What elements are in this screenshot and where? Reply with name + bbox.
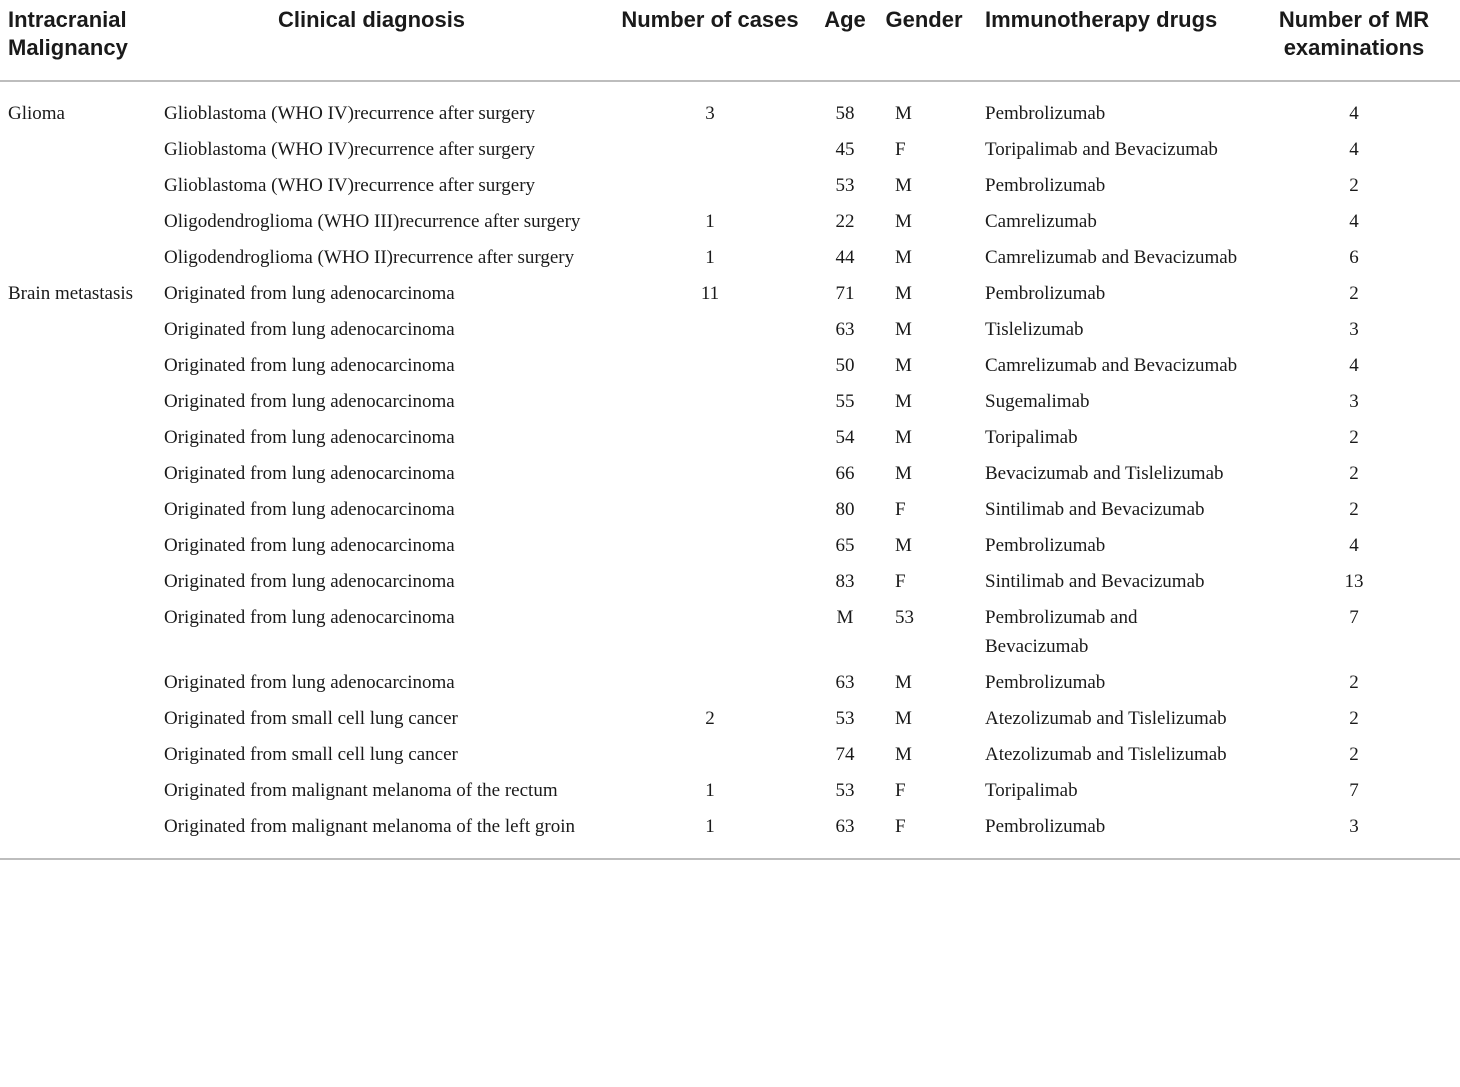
cell-gender: 53 bbox=[895, 607, 914, 628]
cell-gender: M bbox=[895, 672, 912, 693]
cell-malignancy bbox=[0, 384, 160, 420]
cell-drugs: Pembrolizumab bbox=[985, 103, 1106, 124]
cell-mr: 2 bbox=[1349, 708, 1359, 729]
cell-mr: 3 bbox=[1349, 391, 1359, 412]
header-age: Age bbox=[815, 0, 875, 81]
cell-age: 66 bbox=[835, 463, 855, 484]
cell-age: 71 bbox=[835, 283, 855, 304]
cell-drugs: Pembrolizumab bbox=[973, 809, 1248, 859]
cell-age: 44 bbox=[835, 247, 855, 268]
cell-cases: 3 bbox=[705, 103, 715, 124]
cell-cases bbox=[605, 600, 815, 665]
cell-mr: 4 bbox=[1349, 211, 1359, 232]
cell-cases: 1 bbox=[705, 247, 715, 268]
cell-malignancy bbox=[0, 528, 160, 564]
cell-gender: M bbox=[895, 211, 912, 232]
cell-diagnosis: Oligodendroglioma (WHO II)recurrence after surgery bbox=[164, 247, 575, 268]
cell-cases bbox=[605, 420, 815, 456]
cell-mr: 4 bbox=[1349, 103, 1359, 124]
cell-diagnosis: Originated from lung adenocarcinoma bbox=[164, 499, 455, 520]
cell-age: 53 bbox=[835, 708, 855, 729]
cell-cases: 11 bbox=[700, 283, 720, 304]
cell-mr: 7 bbox=[1349, 780, 1359, 801]
cell-malignancy bbox=[0, 456, 160, 492]
cell-mr: 2 bbox=[1349, 175, 1359, 196]
cell-cases bbox=[605, 312, 815, 348]
cell-gender: M bbox=[895, 708, 912, 729]
cell-drugs: Pembrolizumab bbox=[985, 535, 1106, 556]
cell-cases bbox=[605, 384, 815, 420]
header-mr: Number of MR examinations bbox=[1248, 0, 1460, 81]
cell-mr: 2 bbox=[1349, 283, 1359, 304]
table-body bbox=[0, 81, 1460, 859]
cell-diagnosis: Originated from lung adenocarcinoma bbox=[164, 355, 455, 376]
cell-age: 63 bbox=[835, 319, 855, 340]
table-row bbox=[0, 204, 1460, 240]
cell-malignancy bbox=[0, 240, 160, 276]
cell-diagnosis: Glioblastoma (WHO IV)recurrence after surgery bbox=[164, 103, 536, 124]
header-malignancy: Intracranial Malignancy bbox=[0, 0, 160, 81]
cell-age: 54 bbox=[835, 427, 855, 448]
table-row bbox=[0, 132, 1460, 168]
cell-cases bbox=[605, 665, 815, 701]
cell-gender: M bbox=[895, 175, 912, 196]
cell-drugs: Camrelizumab and Bevacizumab bbox=[985, 355, 1238, 376]
table-row bbox=[0, 384, 1460, 420]
cell-mr: 3 bbox=[1349, 319, 1359, 340]
cell-mr: 13 bbox=[1344, 571, 1364, 592]
cell-drugs: Pembrolizumab bbox=[985, 283, 1106, 304]
cell-mr: 4 bbox=[1349, 355, 1359, 376]
cell-age: M bbox=[836, 607, 854, 628]
cell-malignancy bbox=[0, 132, 160, 168]
header-gender: Gender bbox=[875, 0, 973, 81]
cell-age: 65 bbox=[835, 535, 855, 556]
cell-cases: 1 bbox=[705, 780, 715, 801]
cell-mr: 2 bbox=[1349, 427, 1359, 448]
cell-mr: 4 bbox=[1349, 535, 1359, 556]
cell-malignancy bbox=[0, 773, 160, 809]
table-row bbox=[0, 701, 1460, 737]
cell-malignancy bbox=[0, 312, 160, 348]
cell-gender: M bbox=[895, 463, 912, 484]
cell-malignancy bbox=[0, 420, 160, 456]
table-row bbox=[0, 81, 1460, 132]
cell-gender: M bbox=[895, 427, 912, 448]
table-row bbox=[0, 312, 1460, 348]
cell-drugs: Toripalimab and Bevacizumab bbox=[985, 139, 1218, 160]
cell-age: 63 bbox=[815, 809, 875, 859]
cell-diagnosis: Originated from small cell lung cancer bbox=[164, 744, 458, 765]
cell-drugs: Tislelizumab bbox=[985, 319, 1084, 340]
cell-diagnosis: Originated from malignant melanoma of the rectum bbox=[164, 780, 558, 801]
cell-diagnosis: Originated from lung adenocarcinoma bbox=[164, 283, 455, 304]
table-row bbox=[0, 665, 1460, 701]
cell-diagnosis: Originated from malignant melanoma of the left groin bbox=[160, 809, 605, 859]
cell-drugs: Pembrolizumab and Bevacizumab bbox=[985, 607, 1138, 657]
cell-drugs: Camrelizumab bbox=[985, 211, 1097, 232]
cell-mr: 2 bbox=[1349, 672, 1359, 693]
table-row bbox=[0, 600, 1460, 665]
cell-age: 50 bbox=[835, 355, 855, 376]
cell-malignancy bbox=[0, 665, 160, 701]
table-row bbox=[0, 773, 1460, 809]
cell-gender: F bbox=[895, 780, 906, 801]
cell-drugs: Sugemalimab bbox=[985, 391, 1090, 412]
cell-cases bbox=[605, 456, 815, 492]
cell-gender: M bbox=[895, 283, 912, 304]
cell-diagnosis: Originated from lung adenocarcinoma bbox=[164, 319, 455, 340]
cell-malignancy: Brain metastasis bbox=[8, 283, 134, 304]
cell-cases: 1 bbox=[705, 211, 715, 232]
cell-drugs: Pembrolizumab bbox=[985, 175, 1106, 196]
cell-malignancy bbox=[0, 809, 160, 859]
cell-diagnosis: Originated from lung adenocarcinoma bbox=[164, 607, 455, 628]
cell-diagnosis: Originated from lung adenocarcinoma bbox=[164, 427, 455, 448]
cell-drugs: Atezolizumab and Tislelizumab bbox=[985, 708, 1227, 729]
cell-gender: M bbox=[895, 103, 912, 124]
table-row bbox=[0, 809, 1460, 859]
table-row bbox=[0, 240, 1460, 276]
cell-age: 80 bbox=[835, 499, 855, 520]
cell-drugs: Pembrolizumab bbox=[985, 672, 1106, 693]
cell-age: 58 bbox=[835, 103, 855, 124]
cell-drugs: Sintilimab and Bevacizumab bbox=[985, 499, 1205, 520]
cell-mr: 3 bbox=[1248, 809, 1460, 859]
cell-diagnosis: Originated from lung adenocarcinoma bbox=[164, 391, 455, 412]
table-row bbox=[0, 564, 1460, 600]
cell-diagnosis: Originated from small cell lung cancer bbox=[164, 708, 458, 729]
header-cases: Number of cases bbox=[605, 0, 815, 81]
cell-mr: 2 bbox=[1349, 499, 1359, 520]
cell-mr: 7 bbox=[1349, 607, 1359, 628]
cell-cases bbox=[605, 168, 815, 204]
cell-drugs: Atezolizumab and Tislelizumab bbox=[985, 744, 1227, 765]
cell-cases bbox=[605, 564, 815, 600]
cell-cases bbox=[605, 492, 815, 528]
header-diagnosis: Clinical diagnosis bbox=[160, 0, 605, 81]
cell-gender: M bbox=[895, 355, 912, 376]
cell-diagnosis: Glioblastoma (WHO IV)recurrence after surgery bbox=[164, 175, 536, 196]
table-row bbox=[0, 420, 1460, 456]
cell-malignancy bbox=[0, 600, 160, 665]
table-row bbox=[0, 276, 1460, 312]
table-row bbox=[0, 168, 1460, 204]
cell-malignancy bbox=[0, 168, 160, 204]
cell-mr: 2 bbox=[1349, 463, 1359, 484]
cell-age: 63 bbox=[835, 672, 855, 693]
table-header bbox=[0, 0, 1460, 81]
cell-malignancy: Glioma bbox=[8, 103, 65, 124]
cell-drugs: Sintilimab and Bevacizumab bbox=[985, 571, 1205, 592]
cell-age: 74 bbox=[835, 744, 855, 765]
cell-gender: M bbox=[895, 319, 912, 340]
cell-gender: F bbox=[875, 809, 973, 859]
cell-diagnosis: Originated from lung adenocarcinoma bbox=[164, 672, 455, 693]
cell-gender: F bbox=[895, 499, 906, 520]
cell-malignancy bbox=[0, 492, 160, 528]
cell-malignancy bbox=[0, 564, 160, 600]
cell-malignancy bbox=[0, 737, 160, 773]
cell-gender: F bbox=[895, 139, 906, 160]
cell-mr: 4 bbox=[1349, 139, 1359, 160]
cell-drugs: Toripalimab bbox=[985, 427, 1078, 448]
cell-diagnosis: Originated from lung adenocarcinoma bbox=[164, 463, 455, 484]
cell-age: 55 bbox=[835, 391, 855, 412]
cell-gender: M bbox=[895, 535, 912, 556]
cell-cases: 1 bbox=[605, 809, 815, 859]
cell-drugs: Camrelizumab and Bevacizumab bbox=[985, 247, 1238, 268]
cell-malignancy bbox=[0, 701, 160, 737]
cell-diagnosis: Originated from lung adenocarcinoma bbox=[164, 571, 455, 592]
cell-cases: 2 bbox=[705, 708, 715, 729]
cell-cases bbox=[605, 528, 815, 564]
cell-mr: 2 bbox=[1349, 744, 1359, 765]
cell-cases bbox=[605, 737, 815, 773]
cell-diagnosis: Oligodendroglioma (WHO III)recurrence after surgery bbox=[164, 211, 581, 232]
cell-gender: M bbox=[895, 247, 912, 268]
cell-age: 53 bbox=[835, 780, 855, 801]
table-row bbox=[0, 348, 1460, 384]
table-row bbox=[0, 492, 1460, 528]
cell-malignancy bbox=[0, 204, 160, 240]
cell-malignancy bbox=[0, 348, 160, 384]
header-drugs: Immunotherapy drugs bbox=[973, 0, 1248, 81]
cell-age: 22 bbox=[835, 211, 855, 232]
cell-cases bbox=[605, 348, 815, 384]
table-row bbox=[0, 456, 1460, 492]
cell-drugs: Toripalimab bbox=[985, 780, 1078, 801]
cell-diagnosis: Glioblastoma (WHO IV)recurrence after surgery bbox=[164, 139, 536, 160]
cell-gender: F bbox=[895, 571, 906, 592]
header-row bbox=[0, 0, 1460, 81]
cell-age: 53 bbox=[835, 175, 855, 196]
cell-drugs: Bevacizumab and Tislelizumab bbox=[985, 463, 1224, 484]
cell-mr: 6 bbox=[1349, 247, 1359, 268]
table-row bbox=[0, 737, 1460, 773]
cell-diagnosis: Originated from lung adenocarcinoma bbox=[164, 535, 455, 556]
cell-gender: M bbox=[895, 391, 912, 412]
cell-age: 83 bbox=[835, 571, 855, 592]
table-row bbox=[0, 528, 1460, 564]
cell-cases bbox=[605, 132, 815, 168]
cell-gender: M bbox=[895, 744, 912, 765]
cell-age: 45 bbox=[835, 139, 855, 160]
